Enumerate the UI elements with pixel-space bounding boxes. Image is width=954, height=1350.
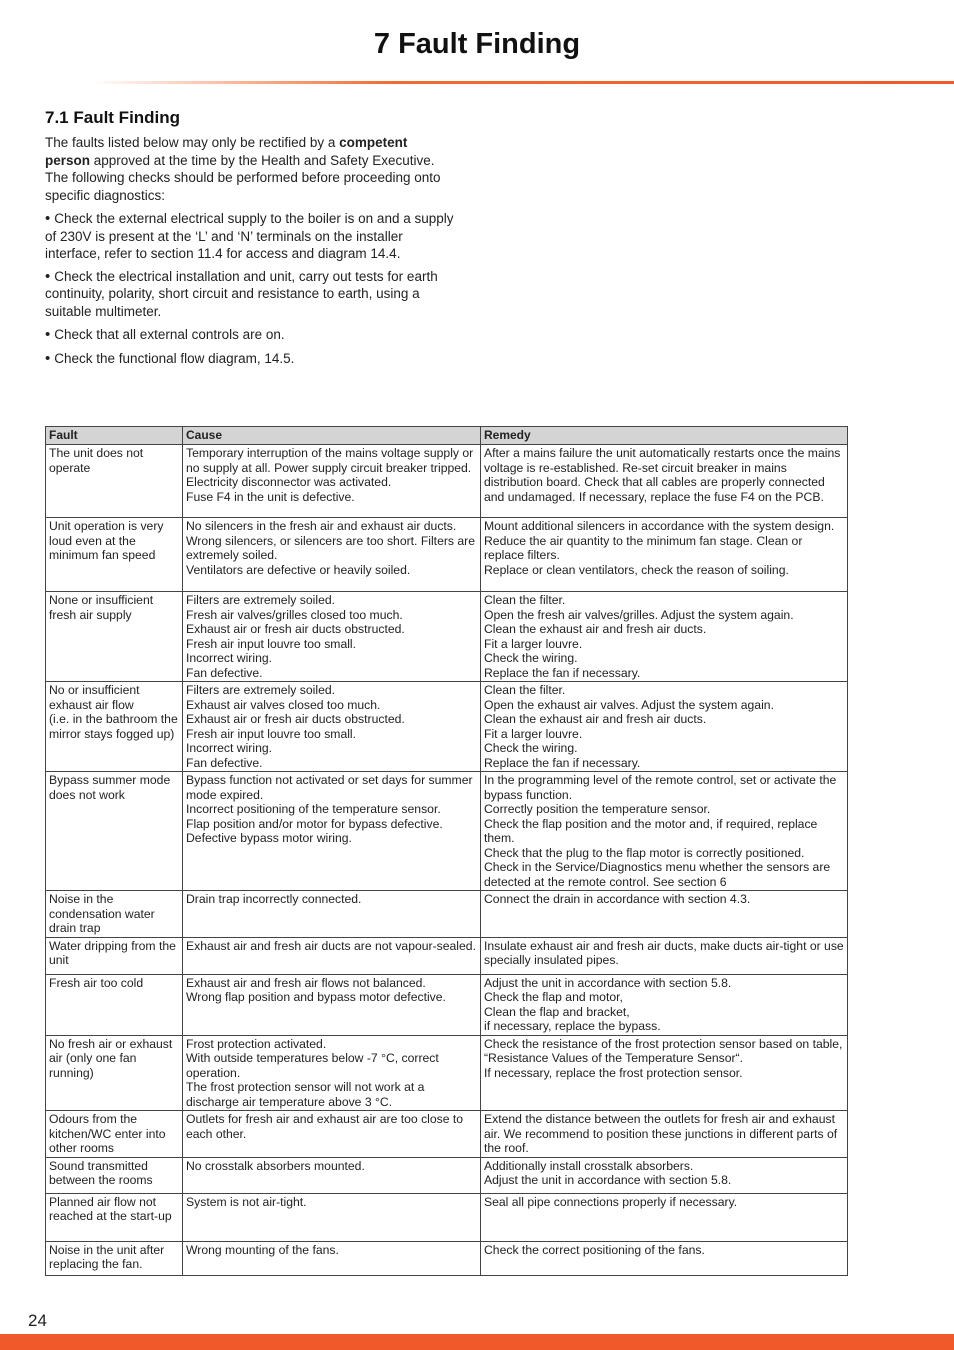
fault-cell: Noise in the condensation water drain trap [46, 891, 183, 938]
intro-suffix: approved at the time by the Health and Safety Executive. [90, 152, 435, 168]
remedy-cell: Clean the filter. Open the exhaust air valves. Adjust the system again. Clean the exhaust air and fresh air ducts. Fit a larger louvre. Check the wiring. Replace the fan if necessary. [481, 682, 848, 772]
intro-bold: competent person [45, 135, 408, 168]
cause-cell: System is not air-tight. [183, 1193, 481, 1241]
fault-cell: Water dripping from the unit [46, 937, 183, 974]
cause-cell: Exhaust air and fresh air ducts are not vapour-sealed. [183, 937, 481, 974]
cause-cell: Wrong mounting of the fans. [183, 1241, 481, 1275]
table-header-row [46, 427, 848, 445]
check-item-text: Check the functional flow diagram, 14.5. [54, 350, 295, 366]
cause-cell: Bypass function not activated or set days for summer mode expired. Incorrect positioning of the temperature sensor. Flap position and/or motor for bypass defective. Defective bypass motor wiring. [183, 772, 481, 891]
remedy-cell: Additionally install crosstalk absorbers. Adjust the unit in accordance with section 5.8. [481, 1157, 848, 1193]
fault-cell: The unit does not operate [46, 445, 183, 518]
remedy-cell: Adjust the unit in accordance with section 5.8. Check the flap and motor, Clean the flap and bracket, if necessary, replace the bypass. [481, 974, 848, 1035]
cause-cell: Temporary interruption of the mains voltage supply or no supply at all. Power supply circuit breaker tripped. Electricity disconnector was activated. Fuse F4 in the unit is defective. [183, 445, 481, 518]
fault-cell: Noise in the unit after replacing the fan. [46, 1241, 183, 1275]
table-row [46, 1157, 848, 1193]
cause-cell: Filters are extremely soiled. Fresh air valves/grilles closed too much. Exhaust air or fresh air ducts obstructed. Fresh air input louvre too small. Incorrect wiring. Fan defective. [183, 592, 481, 682]
remedy-cell: Connect the drain in accordance with section 4.3. [481, 891, 848, 938]
check-item [45, 326, 455, 344]
title-rule [90, 81, 954, 84]
check-item [45, 268, 455, 321]
column-header-cause: Cause [183, 427, 481, 445]
table-row [46, 518, 848, 592]
fault-cell: None or insufficient fresh air supply [46, 592, 183, 682]
check-list [45, 210, 455, 367]
table-row [46, 974, 848, 1035]
table-row [46, 1241, 848, 1275]
remedy-cell: Seal all pipe connections properly if necessary. [481, 1193, 848, 1241]
cause-cell: Outlets for fresh air and exhaust air are too close to each other. [183, 1111, 481, 1158]
check-item-text: Check the electrical installation and unit, carry out tests for earth continuity, polarity, short circuit and resistance to earth, using a suitable multimeter. [45, 268, 438, 319]
table-row [46, 937, 848, 974]
remedy-cell: Extend the distance between the outlets for fresh air and exhaust air. We recommend to position these junctions in different parts of the roof. [481, 1111, 848, 1158]
cause-cell: No crosstalk absorbers mounted. [183, 1157, 481, 1193]
check-item-text: Check that all external controls are on. [54, 327, 285, 342]
footer-accent-bar [0, 1334, 954, 1350]
fault-table [45, 426, 848, 1276]
bullet-icon: • [45, 267, 51, 285]
intro-prefix: The faults listed below may only be rectified by a [45, 135, 340, 150]
fault-cell: Sound transmitted between the rooms [46, 1157, 183, 1193]
page-number: 24 [28, 1311, 47, 1330]
table-row [46, 772, 848, 891]
column-header-fault: Fault [46, 427, 183, 445]
fault-cell: No or insufficient exhaust air flow (i.e. in the bathroom the mirror stays fogged up) [46, 682, 183, 772]
page-title: 7 Fault Finding [373, 28, 581, 60]
fault-cell: Fresh air too cold [46, 974, 183, 1035]
column-header-remedy: Remedy [481, 427, 848, 445]
table-row [46, 1035, 848, 1111]
table-row [46, 891, 848, 938]
check-item [45, 210, 455, 263]
fault-cell: Bypass summer mode does not work [46, 772, 183, 891]
bullet-icon: • [45, 210, 51, 227]
cause-cell: No silencers in the fresh air and exhaust air ducts. Wrong silencers, or silencers are too short. Filters are extremely soiled. Ventilators are defective or heavily soiled. [183, 518, 481, 592]
section-heading: 7.1 Fault Finding [45, 108, 181, 127]
check-item-text: Check the external electrical supply to the boiler is on and a supply of 230V is present at the ‘L’ and ‘N’ terminals on the installer interface, refer to section 11.4 for access and diagram 14.4. [45, 211, 454, 261]
table-row [46, 445, 848, 518]
fault-cell: No fresh air or exhaust air (only one fan running) [46, 1035, 183, 1111]
remedy-cell: Check the correct positioning of the fans. [481, 1241, 848, 1275]
cause-cell: Exhaust air and fresh air flows not balanced. Wrong flap position and bypass motor defective. [183, 974, 481, 1035]
cause-cell: Filters are extremely soiled. Exhaust air valves closed too much. Exhaust air or fresh air ducts obstructed. Fresh air input louvre too small. Incorrect wiring. Fan defective. [183, 682, 481, 772]
bullet-icon: • [45, 326, 51, 343]
cause-cell: Drain trap incorrectly connected. [183, 891, 481, 938]
remedy-cell: After a mains failure the unit automatically restarts once the mains voltage is re-established. Re-set circuit breaker in mains distribution board. Check that all cables are properly connected and undamaged. If necessary, replace the fuse F4 on the PCB. [481, 445, 848, 518]
remedy-cell: Insulate exhaust air and fresh air ducts, make ducts air-tight or use specially insulated pipes. [481, 937, 848, 974]
fault-cell: Unit operation is very loud even at the minimum fan speed [46, 518, 183, 592]
intro-paragraph [45, 134, 455, 169]
remedy-cell: Mount additional silencers in accordance with the system design. Reduce the air quantity to the minimum fan stage. Clean or replace filters. Replace or clean ventilators, check the reason of soiling. [481, 518, 848, 592]
intro-paragraph-2: The following checks should be performed before proceeding onto specific diagnostics: [45, 170, 441, 203]
remedy-cell: Clean the filter. Open the fresh air valves/grilles. Adjust the system again. Clean the exhaust air and fresh air ducts. Fit a larger louvre. Check the wiring. Replace the fan if necessary. [481, 592, 848, 682]
fault-cell: Planned air flow not reached at the start-up [46, 1193, 183, 1241]
table-row [46, 1111, 848, 1158]
table-row [46, 682, 848, 772]
fault-cell: Odours from the kitchen/WC enter into other rooms [46, 1111, 183, 1158]
remedy-cell: Check the resistance of the frost protection sensor based on table, “Resistance Values of the Temperature Sensor“. If necessary, replace the frost protection sensor. [481, 1035, 848, 1111]
bullet-icon: • [45, 349, 51, 367]
table-row [46, 1193, 848, 1241]
table-row [46, 592, 848, 682]
intro-section [45, 108, 455, 367]
check-item [45, 350, 455, 368]
remedy-cell: In the programming level of the remote control, set or activate the bypass function. Correctly position the temperature sensor. Check the flap position and the motor and, if required, replace them. Check that the plug to the flap motor is correctly positioned. Check in the Service/Diagnostics menu whether the sensors are detected at the remote control. See section 6 [481, 772, 848, 891]
cause-cell: Frost protection activated. With outside temperatures below -7 °C, correct operation. The frost protection sensor will not work at a discharge air temperature above 3 °C. [183, 1035, 481, 1111]
